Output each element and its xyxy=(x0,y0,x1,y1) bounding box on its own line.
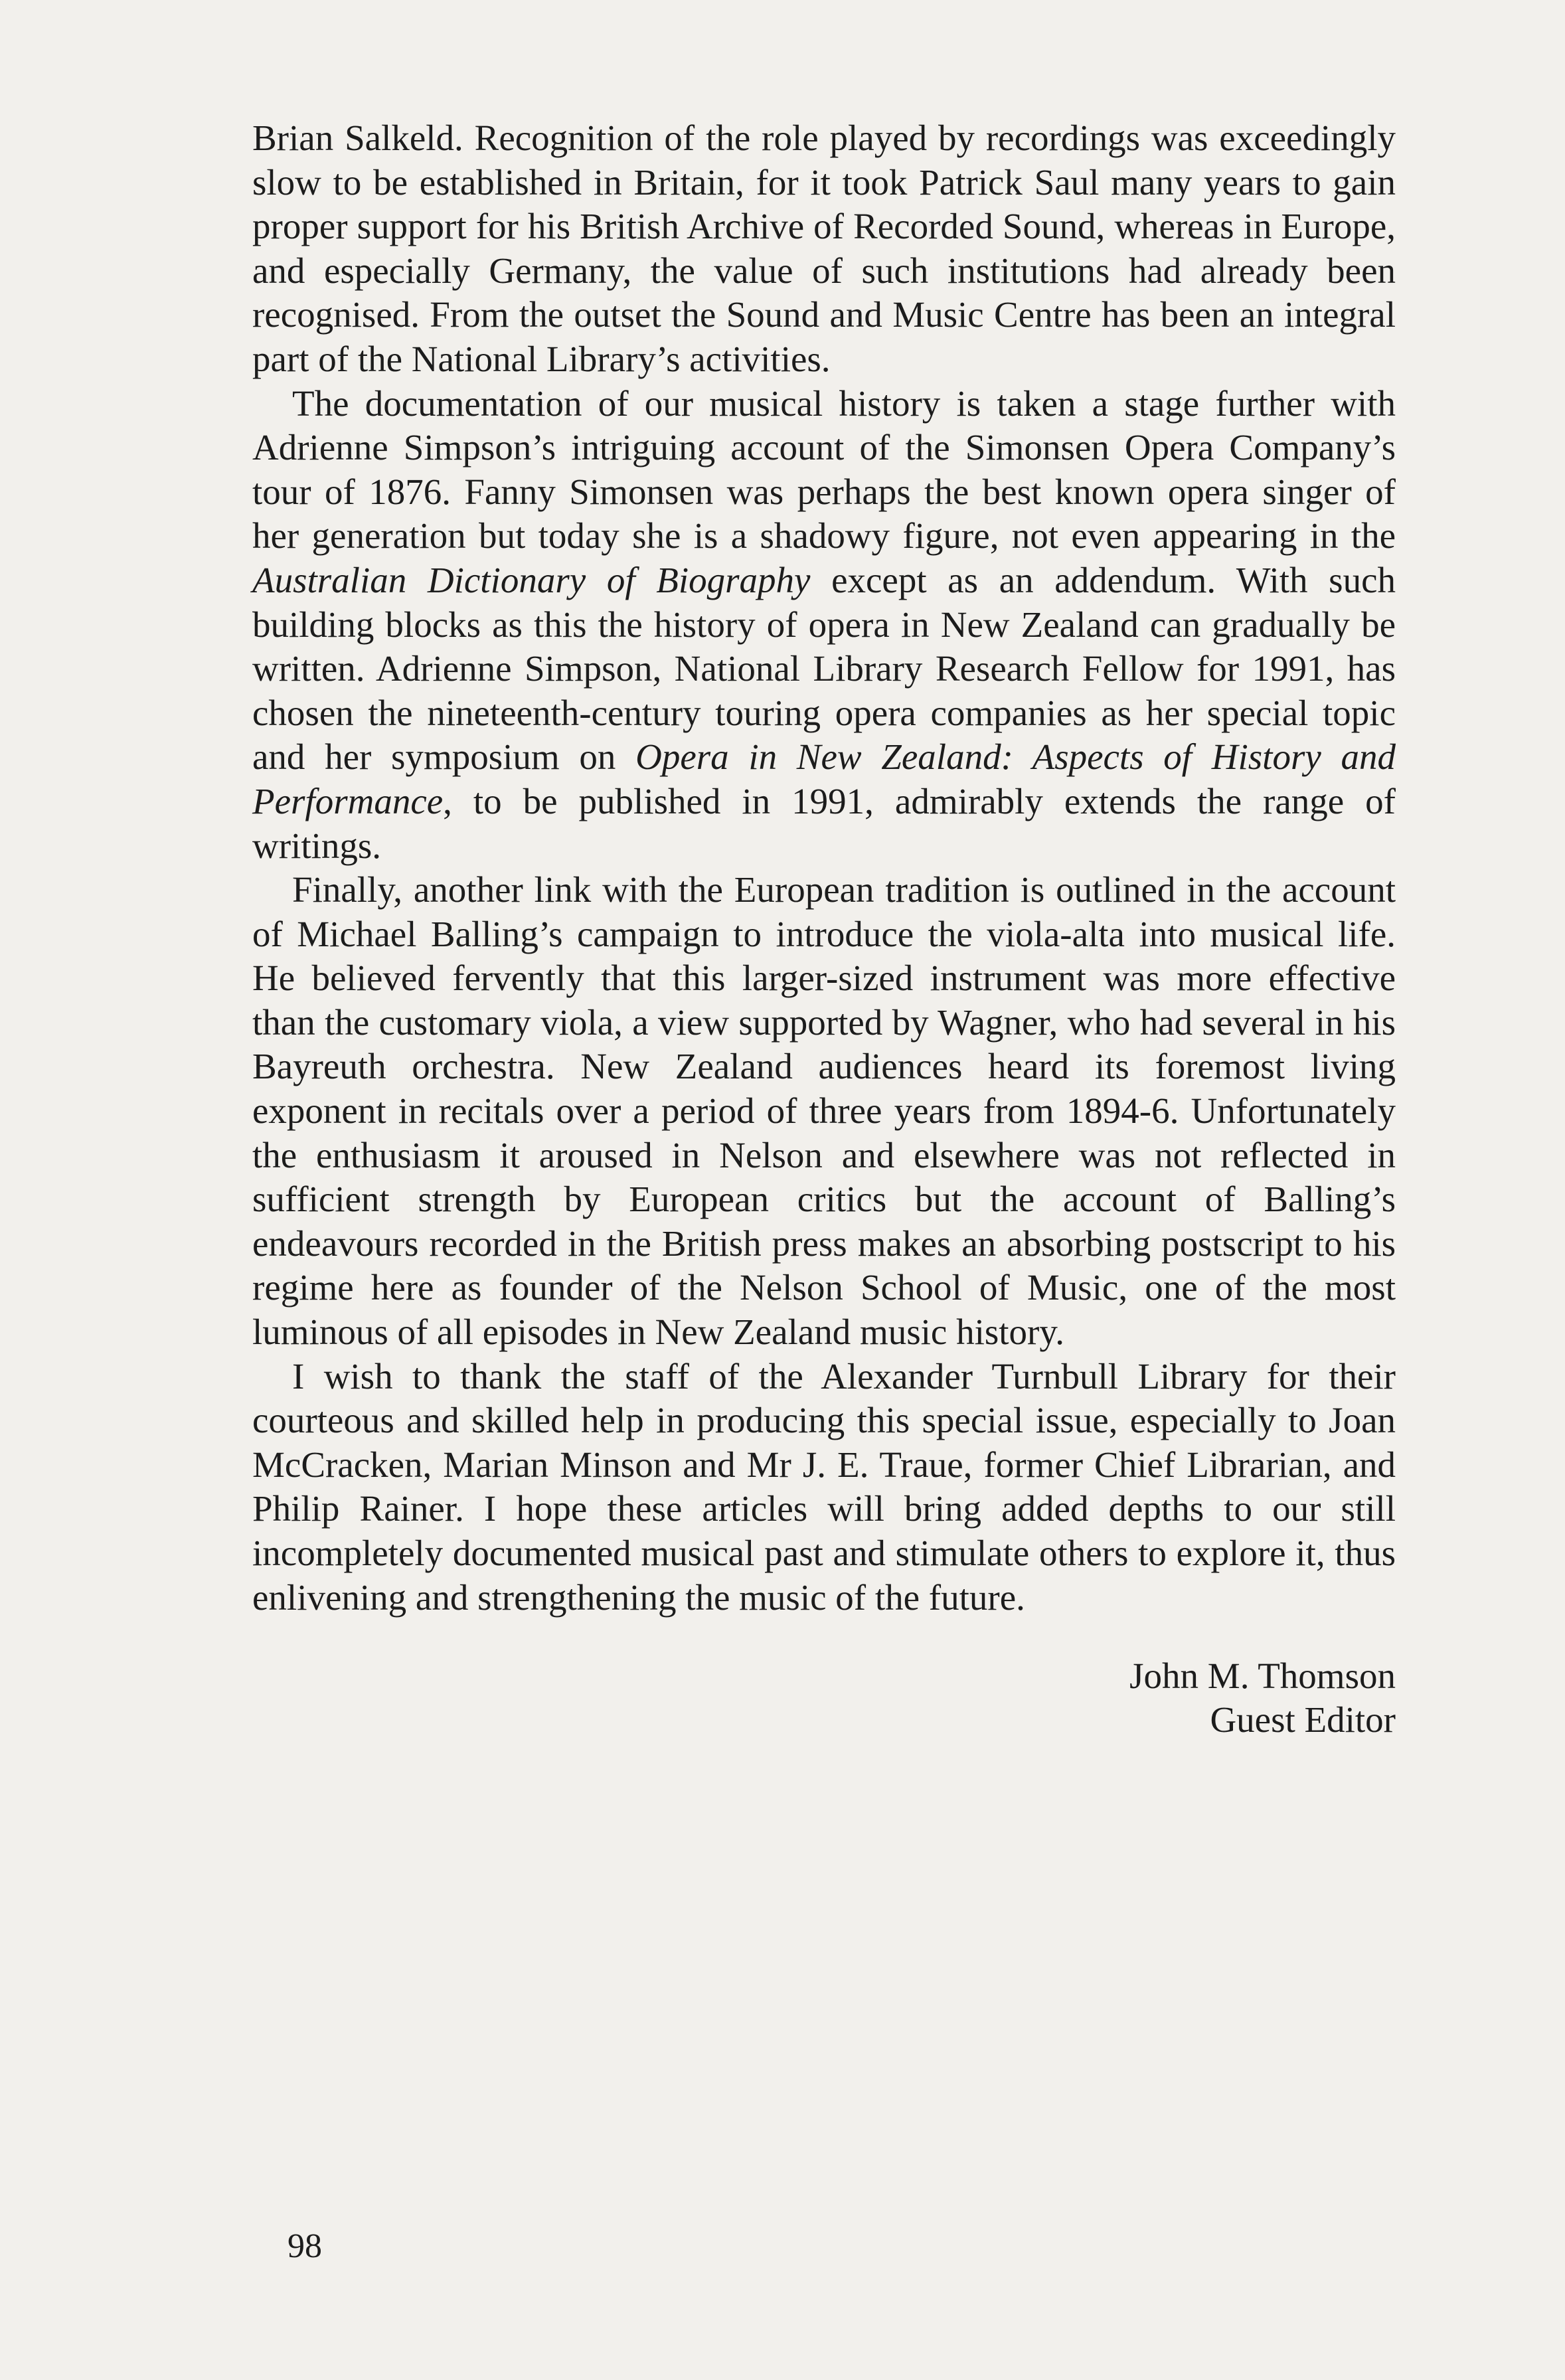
text-run: I wish to thank the staff of the Alexander Turnbull Library for their courteous and skilled help in producing this special issue, especially to Joan McCracken, Marian Minson and Mr J. E. Traue, former Chief Librarian, and Philip Rainer. I hope these articles will bring added depths to our still incompletely documented musical past and stimulate others to explore it, thus enlivening and strengthening the music of the future. xyxy=(252,1355,1396,1618)
paragraph-1 xyxy=(252,116,1396,382)
signature-block xyxy=(252,1654,1396,1742)
signature-name: John M. Thomson xyxy=(1129,1656,1396,1697)
article-body xyxy=(252,116,1396,1742)
italic-title: Australian Dictionary of Biography xyxy=(252,559,811,600)
paragraph-2 xyxy=(252,382,1396,869)
paragraph-4 xyxy=(252,1355,1396,1620)
text-run: Finally, another link with the European tradition is outlined in the account of Michael Balling’s campaign to introduce the viola-alta into musical life. He believed fervently that this larger-sized instrument was more effective than the customary viola, a view supported by Wagner, who had several in his Bayreuth orchestra. New Zealand audiences heard its foremost living exponent in recitals over a period of three years from 1894-6. Unfortunately the enthusiasm it aroused in Nelson and elsewhere was not reflected in sufficient strength by European critics but the account of Balling’s endeavours recorded in the British press makes an absorbing postscript to his regime here as founder of the Nelson School of Music, one of the most luminous of all episodes in New Zealand music history. xyxy=(252,869,1396,1353)
text-run: The documentation of our musical history is taken a stage further with Adrienne Simpson’s intriguing account of the Simonsen Opera Company’s tour of 1876. Fanny Simonsen was perhaps the best known opera singer of her generation but today she is a shadowy figure, not even appearing in the xyxy=(252,382,1396,556)
italic-title: Opera in New Zealand: Aspects of History and Performance xyxy=(252,736,1396,821)
text-run: except as an addendum. With such building blocks as this the history of opera in New Zealand can gradually be written. Adrienne Simpson, National Library Research Fellow for 1991, has chosen the nineteenth-century touring opera companies as her special topic and her symposium on xyxy=(252,559,1396,778)
text-run: Brian Salkeld. Recognition of the role played by recordings was exceedingly slow to be established in Britain, for it took Patrick Saul many years to gain proper support for his British Archive of Recorded Sound, whereas in Europe, and especially Germany, the value of such institutions had already been recognised. From the outset the Sound and Music Centre has been an integral part of the National Library’s activities. xyxy=(252,118,1396,379)
signature-role: Guest Editor xyxy=(1210,1699,1396,1741)
paragraph-3 xyxy=(252,868,1396,1355)
text-run: , to be published in 1991, admirably extends the range of writings. xyxy=(252,780,1396,866)
page-number: 98 xyxy=(288,2227,322,2265)
